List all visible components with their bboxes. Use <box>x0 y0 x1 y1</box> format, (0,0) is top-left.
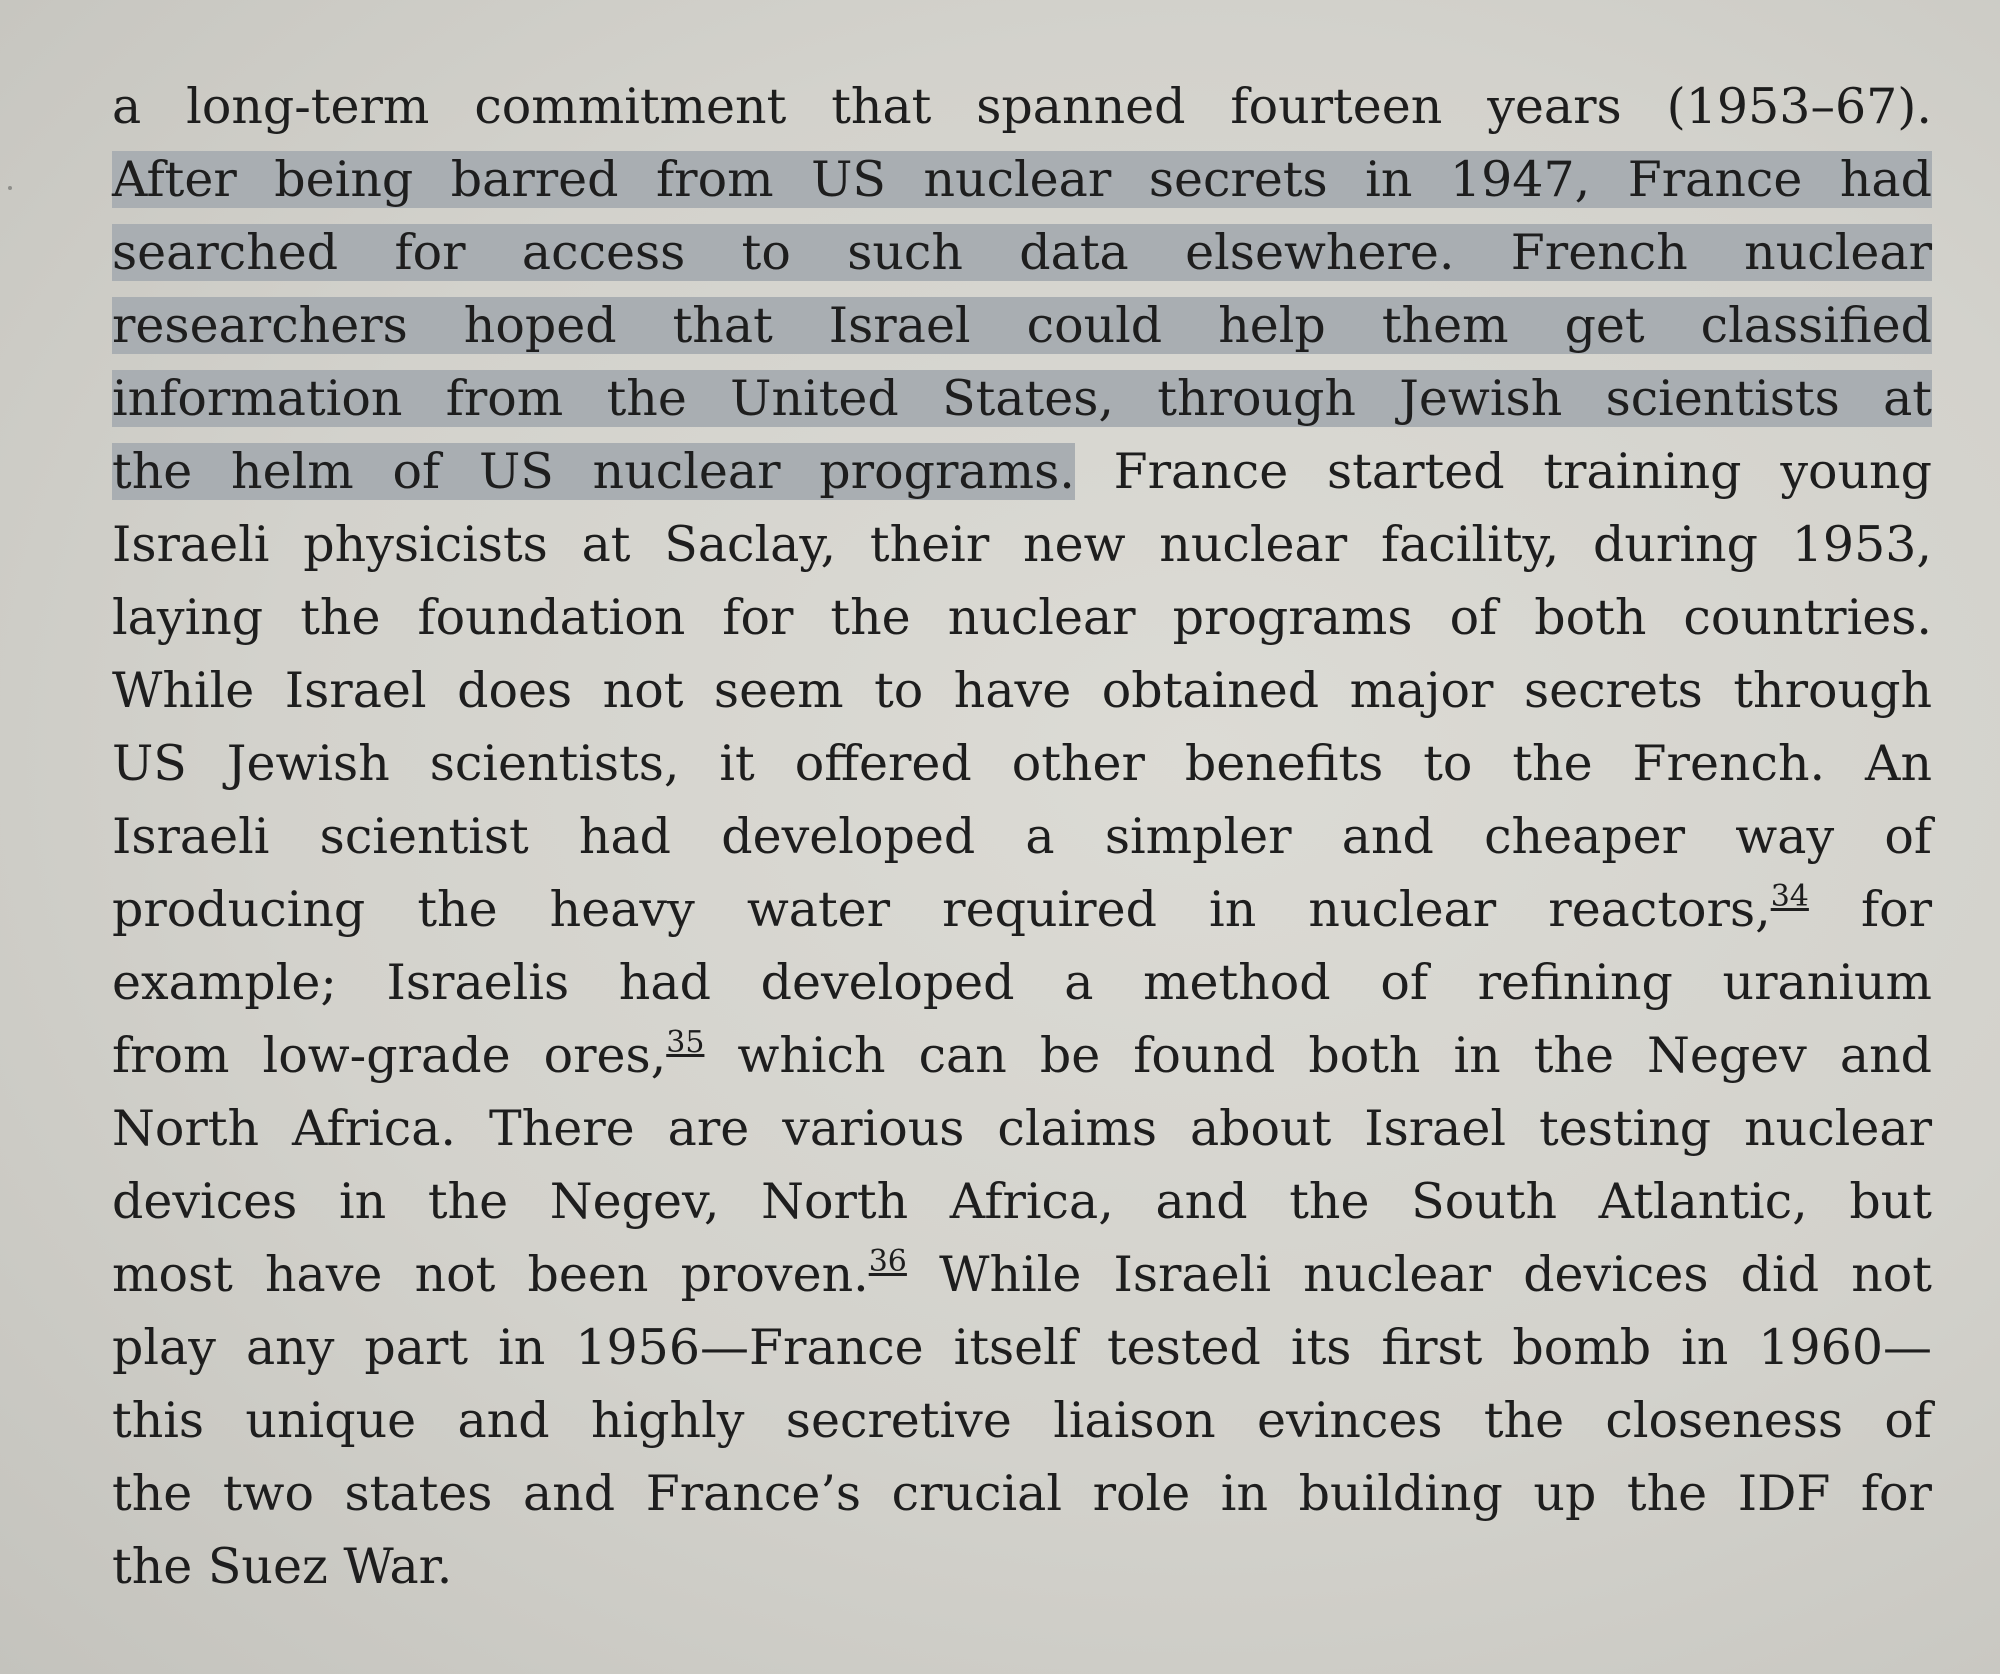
text-line: a long-term commitment that spanned fourteen years (1953–67). <box>112 78 1932 135</box>
text-line: this unique and highly secretive liaison evinces the closeness of <box>112 1392 1932 1449</box>
highlight-span[interactable]: the helm of US nuclear programs. <box>112 443 1075 500</box>
text-line-highlighted[interactable] <box>112 143 1932 216</box>
highlight-span[interactable]: information from the United States, through Jewish scientists at <box>112 370 1932 427</box>
highlight-span[interactable]: After being barred from US nuclear secrets in 1947, France had <box>112 151 1932 208</box>
text-span: from low-grade ores, <box>112 1027 667 1084</box>
text-span: France started training young <box>1074 443 1932 500</box>
text-line <box>112 1238 1932 1311</box>
text-line: the Suez War. <box>112 1538 453 1595</box>
text-line: US Jewish scientists, it offered other benefits to the French. An <box>112 735 1932 792</box>
text-line: Israeli scientist had developed a simpler and cheaper way of <box>112 808 1932 865</box>
text-line: laying the foundation for the nuclear programs of both countries. <box>112 589 1932 646</box>
text-span: While Israeli nuclear devices did not <box>906 1246 1932 1303</box>
text-line: play any part in 1956—France itself tested its first bomb in 1960— <box>112 1319 1932 1376</box>
text-line: Israeli physicists at Saclay, their new nuclear facility, during 1953, <box>112 516 1932 573</box>
text-line: the two states and France’s crucial role in building up the IDF for <box>112 1465 1932 1522</box>
text-line: While Israel does not seem to have obtained major secrets through <box>112 662 1932 719</box>
body-text <box>112 70 1932 1603</box>
text-span: which can be found both in the Negev and <box>704 1027 1933 1084</box>
text-line <box>112 435 1932 508</box>
text-line-highlighted[interactable] <box>112 289 1932 362</box>
highlight-span[interactable]: researchers hoped that Israel could help them get classified <box>112 297 1932 354</box>
text-span: producing the heavy water required in nuclear reactors, <box>112 881 1771 938</box>
text-line-highlighted[interactable] <box>112 362 1932 435</box>
text-line: example; Israelis had developed a method of refining uranium <box>112 954 1932 1011</box>
text-line <box>112 1019 1932 1092</box>
text-line <box>112 873 1932 946</box>
text-line-highlighted[interactable] <box>112 216 1932 289</box>
footnote-link-34[interactable]: 34 <box>1770 879 1809 914</box>
footnote-link-36[interactable]: 36 <box>868 1244 907 1279</box>
footnote-link-35[interactable]: 35 <box>666 1025 705 1060</box>
text-span: most have not been proven. <box>112 1246 869 1303</box>
page-edge-mark <box>8 186 12 190</box>
text-span: for <box>1808 881 1933 938</box>
highlight-span[interactable]: searched for access to such data elsewhere. French nuclear <box>112 224 1932 281</box>
text-line: devices in the Negev, North Africa, and the South Atlantic, but <box>112 1173 1932 1230</box>
text-line: North Africa. There are various claims about Israel testing nuclear <box>112 1100 1932 1157</box>
